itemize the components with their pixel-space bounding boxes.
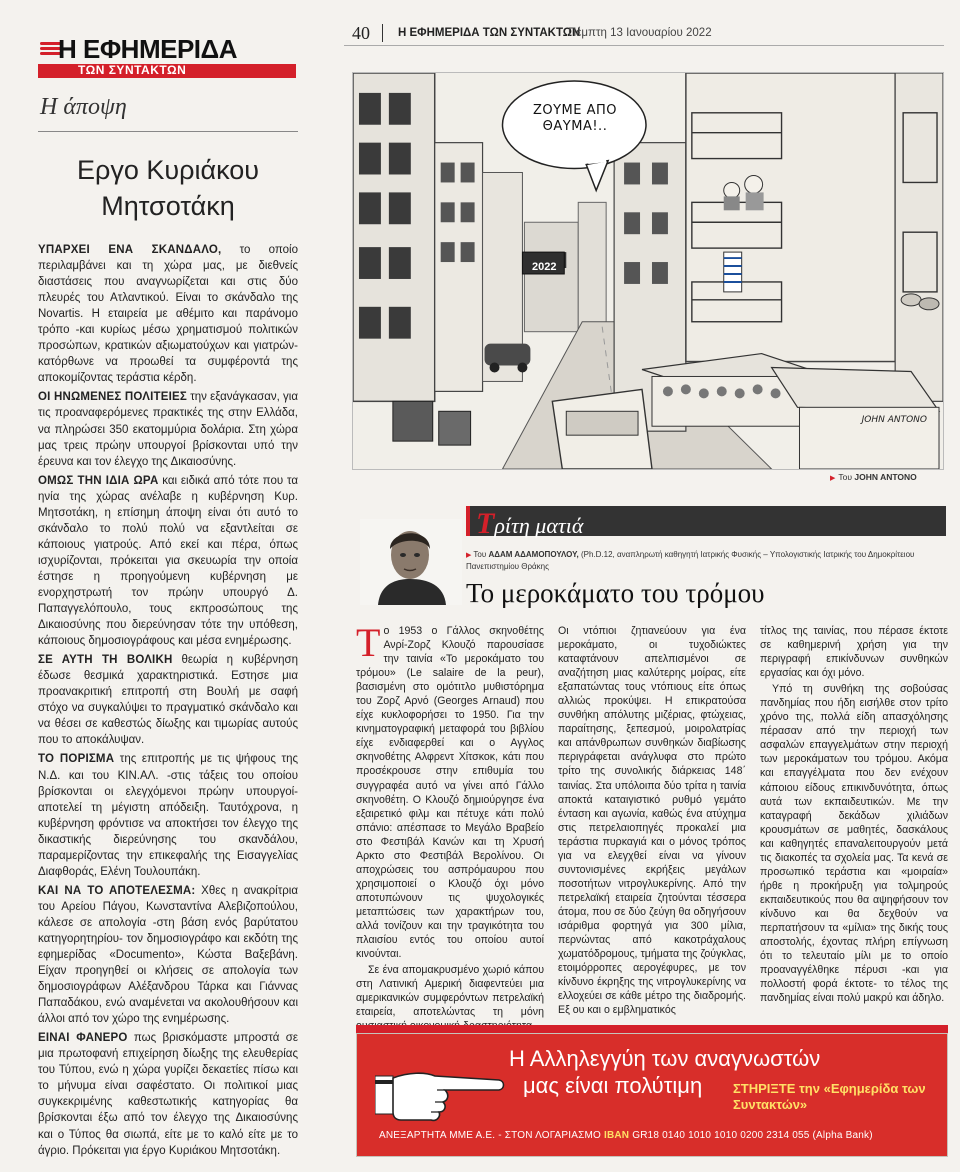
article-paragraph: τίτλος της ταινίας, που πέρασε έκτοτε σε καθημερινή χρήση για την περιγραφή επικίνδυνων συνθηκών εργασίας και όχι μόνο. xyxy=(760,625,948,680)
ad-headline-line1: Η Αλληλεγγύη των αναγνωστών xyxy=(509,1046,821,1071)
opinion-column xyxy=(38,30,298,1160)
article-column-3 xyxy=(760,624,948,1004)
opinion-paragraph: ΤΟ ΠΟΡΙΣΜΑ της επιτροπής με τις ψήφους της Ν.Δ. και του ΚΙΝ.ΑΛ. -στις τάξεις του οποίου βρίσκονται οι ελεγχόμενοι πρώην υπουργοί- αποτελεί τη μέγιστη απόδειξη. Ταυτόχρονα, η κυβέρνηση φρόντισε να αποκτήσει τον έλεγχο της δικαστικής διερεύνησης του σκανδάλου, παραμερίζοντας την επικεφαλής της Εισαγγελίας Διαφθοράς, Ελένη Τουλουπάκη. xyxy=(38,753,299,878)
ad-top-rule xyxy=(356,1025,948,1033)
header-divider xyxy=(382,24,383,42)
article-paragraph: Οι ντόπιοι ζητιανεύουν για ένα μεροκάματο, οι τυχοδιώκτες καταφτάνουν απελπισμένοι σε αναζήτηση μιας καλύτερης μοίρας, είτε εξαπατώντας τους ντόπιους είτε όπως αλλιώς προκύψει. Η επικρατούσα συνθήκη απόλυτης μιζέριας, φτώχειας, παραίτησης, ξεπεσμού, μοιρολατρίας και απάνθρωπων συνθηκών διαβίωσης περιγράφεται ανάγλυφα στο πρώτο τρίτο της συνολικής διάρκειας 148΄ ταινίας. Στα υπόλοιπα δύο τρίτα η ταινία αποκτά καταιγιστικό ρυθμό γεμάτο ένταση και αγωνία, καθώς ένα ατύχημα στις πετρελαιοπηγές προκαλεί μια τεράστια πυρκαγιά και ο μόνος τρόπος για να ελεγχθεί είναι να γίνουν συντονισμένες εκρήξεις μεγάλων ποσοτήτων νιτρογλυκερίνης. Από την πετρελαϊκή εταιρεία ζητούνται τέσσερα άτομα, που σε δύο ζεύγη θα οδηγήσουν ισάριθμα φορτηγά για 300 μίλια, περνώντας από κακοτράχαλους χωματόδρομους, τμήματα της ζούγκλας, ετοιμόρροπες αερογέφυρες, με τον κίνδυνο έκρηξης της νιτρογλυκερίνης να ελλοχεύει σε κάθε μέτρο της διαδρομής. Εξ ου και ο εμβληματικός xyxy=(558,625,746,1017)
opinion-paragraph: ΣΕ ΑΥΤΗ ΤΗ ΒΟΛΙΚΗ θεωρία η κυβέρνηση έδωσε θεσμικά χαρακτηριστικά. Εστησε μια προανακριτική επιτροπή στη Βουλή με σαφή στόχο να συγκαλύψει το πραγματικό σκάνδαλο και να θέσει σε καθεστώς δίωξης και τιμωρίας αυτούς που το αποκάλυψαν. xyxy=(38,654,298,747)
article-headline: Το μεροκάματο του τρόμου xyxy=(466,578,765,608)
issue-date: Πέμπτη 13 Ιανουαρίου 2022 xyxy=(568,27,712,39)
cartoon-signature: JOHN ANTONO xyxy=(861,415,927,425)
opinion-body xyxy=(38,242,298,1159)
cartoon-credit: ▶ Του JOHN ANTONO xyxy=(830,472,917,482)
author-photo xyxy=(360,519,462,605)
column-label-bar xyxy=(468,506,946,540)
paper-name: Η ΕΦΗΜΕΡΙΔΑ ΤΩΝ ΣΥΝΤΑΚΤΩΝ xyxy=(398,27,581,39)
opinion-title-line1: Εργο Κυριάκου xyxy=(76,155,260,185)
opinion-paragraph: ΚΑΙ ΝΑ ΤΟ ΑΠΟΤΕΛΕΣΜΑ: Χθες η ανακρίτρια του Αρείου Πάγου, Κωνσταντίνα Αλεβιζοπούλου, κάλεσε σε απολογία -στη βάση ενός βαρύτατου κατηγορητηρίου- τον δημοσιογράφο και εκδότη της εφημερίδας «Documento», Κώστα Βαξεβάνη. Είχαν προηγηθεί οι κλήσεις σε απολογία των δημοσιογράφων Αλέξανδρου Τάρκα και Γιάννας Παπαδάκου, ενώ αναμένεται να ακολουθήσουν και άλλοι από τον χώρο της ενημέρωσης. xyxy=(38,884,298,1026)
article-column-2 xyxy=(558,624,746,1017)
triangle-icon: ▶ xyxy=(466,552,472,559)
solidarity-ad xyxy=(356,1033,948,1157)
author-portrait xyxy=(360,519,462,605)
ad-headline-line2: μας είναι πολύτιμη xyxy=(523,1073,703,1098)
article-paragraph: Υπό τη συνθήκη της σοβούσας πανδημίας που ήδη εισήλθε στον τρίτο χρόνο της, πολλά είδη απασχόλησης πέρασαν από την περιοχή των ασφαλών επαγγελμάτων στην περιοχή των μεροκάματων του τρόμου. Ακόμα και επαγγέλματα που δεν ενέχουν κάποιου είδους επικινδυνότητα, όπως αυτά των εκπαιδευτικών. Με την καταγραφή δεκάδων χιλιάδων κρουσμάτων σε μαθητές, δασκάλους και καθηγητές επαναλειτουργούν μετά τις διακοπές τα σχολεία μας. Τα κενά σε προσωπικό τεράστια και «μοιραία» ήρθε η προκήρυξη για τολμηρούς εκπαιδευτικούς που θα αψηφήσουν τον κίνδυνο και θα δεχθούν να περπατήσουν τα «μίλια» της δικής τους αποστολής, έχοντας πλήρη επίγνωση ότι το τελευταίο μίλι με το οποίο προαναγγέλθηκε πέρυσι -και για πολλοστή φορά έκτοτε- το τέλος της πανδημίας είναι πολύ μακρύ και άδηλο. xyxy=(760,683,948,1005)
year-sign-text: 2022 xyxy=(532,261,557,273)
opinion-paragraph: ΕΙΝΑΙ ΦΑΝΕΡΟ πως βρισκόμαστε μπροστά σε μια πρωτοφανή επιχείρηση δίωξης της ελευθερίας του Τύπου, ενώ η χώρα γυρίζει δεκαετίες πίσω και το μήνυμα είναι σαφέστατο. Οι πολιτικοί μιας συγκεκριμένης καθεστωτικής κατηγορίας θα βρίσκονται έξω από τον έλεγχο της Δικαιοσύνης και ο Τύπος θα σιωπά, είτε με το καλό είτε με το άγριο. Πρόκειται για έργο Κυριάκου Μητσοτάκη. xyxy=(38,1032,298,1157)
masthead-subtitle: ΤΩΝ ΣΥΝΤΑΚΤΩΝ xyxy=(78,63,187,77)
page-number: 40 xyxy=(352,23,370,43)
column-label: Τρίτη ματιά xyxy=(476,507,584,540)
masthead-brand: Η ΕΦΗΜΕΡΙΔΑ xyxy=(58,34,237,64)
ad-bank-details: ΑΝΕΞΑΡΤΗΤΑ ΜΜΕ Α.Ε. - ΣΤΟΝ ΛΟΓΑΡΙΑΣΜΟ IBAN GR18 0140 1010 1010 0200 2314 055 (Alpha Bank) xyxy=(379,1130,873,1141)
drop-cap: Τ xyxy=(356,620,381,665)
byline: ▶ Του ΑΔΑΜ ΑΔΑΜΟΠΟΥΛΟΥ, (Ph.D.12, αναπληρωτή καθηγητή Ιατρικής Φυσικής – Υπολογιστικής Ιατρικής του Δημοκρίτειου Πανεπιστημίου Θράκης xyxy=(466,550,915,571)
article-paragraph: Σε ένα απομακρυσμένο χωριό κάπου στη Λατινική Αμερική διαφεντεύει μια αμερικανικών συμφερόντων πετρελαϊκή εταιρεία, αποτελώντας τη μόνη xyxy=(356,964,544,1019)
masthead-logo xyxy=(38,30,298,82)
ad-support-text: ΣΤΗΡΙΞΤΕ την «Εφημερίδα των Συντακτών» xyxy=(733,1081,926,1112)
opinion-title-line2: Μητσοτάκη xyxy=(101,191,235,221)
speech-bubble-text: ΖΟΥΜΕ ΑΠΟ ΘΑΥΜΑ!.. xyxy=(532,103,618,134)
opinion-title xyxy=(38,152,298,224)
article-column-1 xyxy=(356,620,544,1019)
opinion-paragraph: ΟΙ ΗΝΩΜΕΝΕΣ ΠΟΛΙΤΕΙΕΣ την εξανάγκασαν, για τις προαναφερόμενες πρακτικές της στην Ελλάδα, να πληρώσει 350 εκατομμύρια δολάρια. Στη χώρα μας τρεις πρώην υπουργοί βρίσκονται υπό την έρευνα και τον έλεγχο της Δικαιοσύνης. xyxy=(38,391,298,468)
triangle-icon: ▶ xyxy=(830,475,836,482)
article-paragraph: Το 1953 ο Γάλλος σκηνοθέτης Ανρί-Ζορζ Κλουζό παρουσίασε την ταινία «Το μεροκάματο του τρόμου» (Le salaire de la peur), βασισμένη στο ομότιτλο μυθιστόρημα του Ζορζ Αρνό (Georges Arnaud) που είχε κυκλοφορήσει το 1950. Για την κινηματογραφική μεταφορά του βιβλίου είχε ενδιαφερθεί και ο Αγγλος σκηνοθέτης Αλφρεντ Χίτσκοκ, κάτι που προσέκρουσε στην επιθυμία του συγγραφέα αυτό να γίνει από Γάλλο σκηνοθέτη. Ο Κλουζό δημιούργησε ένα εξαιρετικό φιλμ και πέτυχε κάτι πολύ σπάνιο: απέσπασε το Μεγάλο Βραβείο στο Φεστιβάλ Κανών και τη Χρυσή Αρκτο στο Φεστιβάλ Βερολίνου. Οι αποχρώσεις του ασπρόμαυρου που χρησιμοποιεί ο Κλουζό όχι μόνο αποτυπώνουν τις ψυχολογικές μεταπτώσεις των χαρακτήρων του, αλλά τονίζουν και την τραγικότητα του πλαισίου εντός του οποίου αυτοί κινούνται. xyxy=(356,620,544,961)
opinion-paragraph: ΥΠΑΡΧΕΙ ΕΝΑ ΣΚΑΝΔΑΛΟ, το οποίο περιλαμβάνει και τη χώρα μας, με διεθνείς διαστάσεις που αναγνωρίζεται και στις δύο πλευρές του Ατλαντικού. Είναι το σκάνδαλο της Novartis. Η εταιρεία με αθέμιτο και παράνομο τρόπο -και κυρίως μέσω χρηματισμού πολιτικών προσώπων, κρατικών αξιωματούχων και γιατρών- κατόρθωνε να προωθεί τα συμφέροντά της αποκομίζοντας τεράστια κέρδη. xyxy=(38,244,298,385)
cartoon-illustration xyxy=(352,72,944,470)
opinion-paragraph: ΟΜΩΣ ΤΗΝ ΙΔΙΑ ΩΡΑ και ειδικά από τότε που τα ηνία της χώρας ανέλαβε η κυβέρνηση Κυρ. Μητσοτάκη, η επίσημη άποψη είναι ότι αυτό το σκάνδαλο το πολύ πολύ να εξαντλείται σε κάποιους γιατρούς. Από εκεί και πέρα, όπως ισχυρίζονται, πρόκειται για σκευωρία την οποία έστησε η προηγούμενη κυβέρνηση με ενορχηστρωτή τον πρώην υπουργό Δ. Παπαγγελόπουλο, τους εκπροσώπους της Δικαιοσύνης που διερεύνησαν τότε την υπόθεση, κάποιους δημοσιογράφους και μέσα ενημέρωσης. xyxy=(38,474,298,648)
page-header xyxy=(344,22,944,46)
pointing-hand-icon xyxy=(375,1058,505,1128)
cartoon-drawing xyxy=(353,73,943,469)
article-body xyxy=(356,620,948,1019)
section-label: Η άποψη xyxy=(38,94,298,132)
